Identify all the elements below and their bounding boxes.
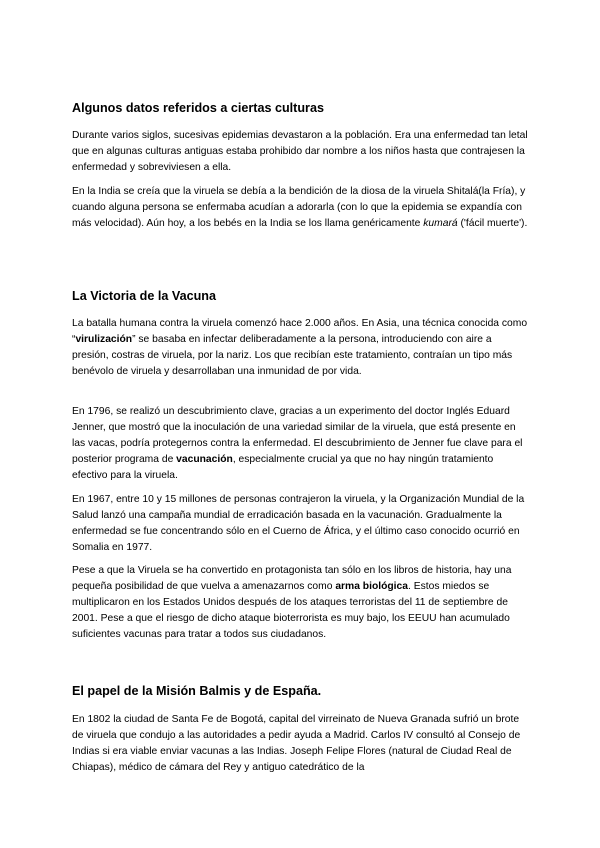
term-arma-biologica: arma biológica — [335, 581, 408, 592]
paragraph-india: En la India se creía que la viruela se debía a la bendición de la diosa de la viruela Shitalá(la Fría), y cuando alguna persona se enfermaba acudían a adorarla (con lo que la epidemia se expandía con más velocidad). Aún hoy, a los bebés en la India se los llama genéricamente kumará ('fácil muerte'). — [72, 186, 528, 229]
term-virulizacion: virulización — [75, 334, 133, 345]
paragraph-biological-weapon: Pese a que la Viruela se ha convertido en protagonista tan sólo en los libros de historia, hay una pequeña posibilidad de que vuelva a amenazarnos como arma biológica. Estos miedos se multiplicaron en los Estados Unidos después de los ataques terroristas del 11 de septiembre de 2001. Pese a que el riesgo de dicho ataque bioterrorista es muy bajo, los EEUU han acumulado suficientes vacunas para tratar a todos sus ciudadanos. — [72, 565, 512, 640]
term-kumara: kumará — [423, 218, 458, 229]
paragraph-eradication: En 1967, entre 10 y 15 millones de personas contrajeron la viruela, y la Organización Mundial de la Salud lanzó una campaña mundial de erradicación basada en la vacunación. Gradualmente la enfermedad se fue concentrando sólo en el Cuerno de África, y el último caso conocido ocurrió en Somalia en 1977. — [72, 494, 525, 553]
section-heading-cultures: Algunos datos referidos a ciertas culturas — [72, 101, 324, 115]
section-heading-vaccine-victory: La Victoria de la Vacuna — [72, 289, 216, 303]
section-heading-balmis-mission: El papel de la Misión Balmis y de España. — [72, 684, 322, 698]
paragraph-jenner: En 1796, se realizó un descubrimiento clave, gracias a un experimento del doctor Inglés Eduard Jenner, que mostró que la inoculación de una variedad similar de la viruela, que está presente en las vacas, podría protegernos contra la enfermedad. El descubrimiento de Jenner fue clave para el posterior programa de vacunación, especialmente crucial ya que no hay ningún tratamiento efectivo para la viruela. — [72, 406, 523, 481]
term-vacunacion: vacunación — [176, 454, 233, 465]
paragraph-bogota: En 1802 la ciudad de Santa Fe de Bogotá, capital del virreinato de Nueva Granada sufrió un brote de viruela que condujo a las autoridades a pedir ayuda a Madrid. Carlos IV consultó al Consejo de Indias si era viable enviar vacunas a las Indias. Joseph Felipe Flores (natural de Ciudad Real de Chiapas), médico de cámara del Rey y antiguo catedrático de la — [72, 714, 521, 773]
paragraph-virulization: La batalla humana contra la viruela comenzó hace 2.000 años. En Asia, una técnica conocida como “virulización” se basaba en infectar deliberadamente a la persona, introduciendo con aire a presión, costras de viruela, por la nariz. Los que recibían este tratamiento, contraían un tipo más benévolo de viruela y desarrollaban una inmunidad de por vida. — [72, 318, 528, 377]
paragraph-epidemics: Durante varios siglos, sucesivas epidemias devastaron a la población. Era una enfermedad tan letal que en algunas culturas antiguas estaba prohibido dar nombre a los niños hasta que contrajesen la enfermedad y sobreviviesen a ella. — [72, 130, 528, 173]
